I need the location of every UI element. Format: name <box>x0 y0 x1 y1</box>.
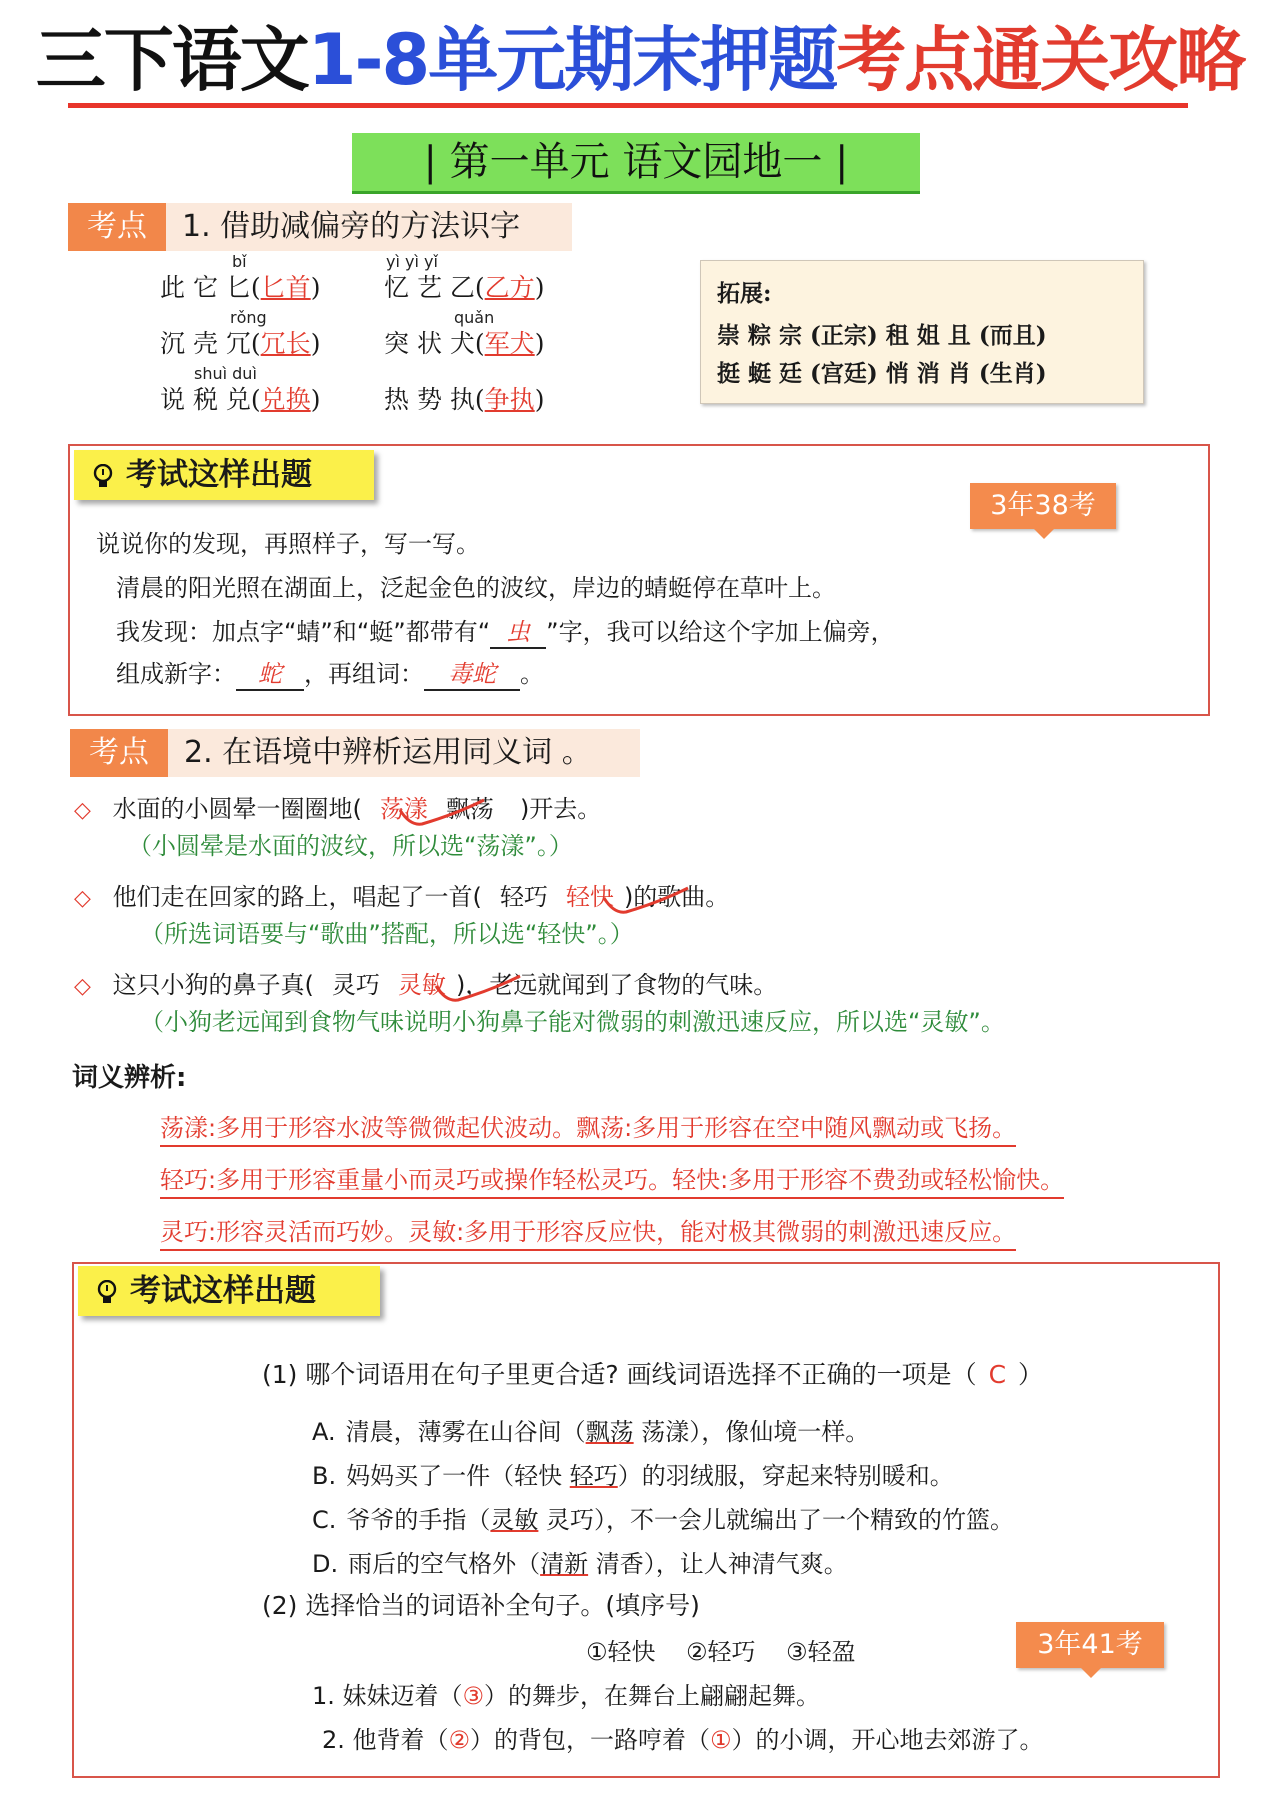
section2-title: 2. 在语境中辨析运用同义词 。 <box>168 729 640 777</box>
char-row-item: 突 状 犬(军犬) <box>384 329 545 358</box>
synonym-note: （小圆晕是水面的波纹，所以选“荡漾”。） <box>128 832 573 860</box>
exam1-sentence: 清晨的阳光照在湖面上，泛起金色的波纹，岸边的蜻蜓停在草叶上。 <box>116 574 836 602</box>
answer-word: 匕首 <box>260 273 311 302</box>
exam-tag-2: 考试这样出题 <box>78 1266 380 1316</box>
page-title <box>0 19 1280 101</box>
answer-blank: 毒蛇 <box>424 654 520 691</box>
fill-sentence: 1. 妹妹迈着（③）的舞步，在舞台上翩翩起舞。 <box>312 1682 821 1710</box>
title-part-red: 考点通关攻略 <box>836 19 1245 101</box>
chosen-word: 轻快 <box>565 883 614 911</box>
diamond-bullet-icon: ◇ <box>74 886 91 911</box>
answer-word: 军犬 <box>484 329 535 358</box>
char-row-item: 说 税 兑(兑换) <box>160 385 321 414</box>
analysis-label: 词义辨析: <box>72 1063 187 1093</box>
answer-word: 兑换 <box>260 385 311 414</box>
answer-word: 争执 <box>484 385 535 414</box>
answer: ① <box>710 1726 732 1754</box>
extension-line: 崇 粽 宗 (正宗) 租 姐 且 (而且) <box>717 322 1047 349</box>
pinyin: bǐ <box>232 252 247 271</box>
checkmark-icon <box>396 796 488 830</box>
exam1-combine-line: 组成新字： 蛇 ，再组词： 毒蛇 。 <box>116 654 544 691</box>
unit-banner: | 第一单元 语文园地一 | <box>352 133 920 194</box>
fill-sentence: 2. 他背着（②）的背包，一路哼着（①）的小调，开心地去郊游了。 <box>322 1726 1044 1754</box>
char-row-item: 忆 艺 乙(乙方) <box>384 273 545 302</box>
lightbulb-icon <box>92 464 114 490</box>
diamond-bullet-icon: ◇ <box>74 974 91 999</box>
frequency-badge: 3年41考 <box>1016 1622 1164 1668</box>
char-row-item: 此 它 匕(匕首) <box>160 273 321 302</box>
lightbulb-icon <box>96 1280 118 1306</box>
question-1: (1) 哪个词语用在句子里更合适? 画线词语选择不正确的一项是（ C ） <box>262 1360 1044 1389</box>
exam-tag-1: 考试这样出题 <box>74 450 374 500</box>
pinyin: quǎn <box>454 308 495 327</box>
title-underline <box>68 103 1188 108</box>
synonym-item: ◇ 这只小狗的鼻子真( 灵巧 灵敏 )，老远就闻到了食物的气味。 <box>74 971 778 999</box>
synonym-item: ◇ 他们走在回家的路上，唱起了一首( 轻巧 轻快 )的歌曲。 <box>74 883 730 911</box>
answer-blank: 蛇 <box>236 654 304 691</box>
char-grid <box>160 248 600 418</box>
answer: ② <box>448 1726 471 1754</box>
synonym-item: ◇ 水面的小圆晕一圈圈地( 荡漾 飘荡 )开去。 <box>74 795 602 823</box>
chosen-word: 灵敏 <box>397 971 446 999</box>
checkmark-icon <box>432 972 524 1006</box>
diamond-bullet-icon: ◇ <box>74 798 91 823</box>
analysis-line: 轻巧:多用于形容重量小而灵巧或操作轻松灵巧。轻快:多用于形容不费劲或轻松愉快。 <box>160 1160 1064 1199</box>
kaodian-tag-2: 考点 <box>70 729 168 777</box>
answer-word: 乙方 <box>484 273 535 302</box>
title-part-black: 三下语文 <box>35 19 308 101</box>
extension-line: 挺 蜓 廷 (宫廷) 悄 消 肖 (生肖) <box>717 360 1047 387</box>
pinyin: rǒng <box>230 308 267 327</box>
frequency-badge: 3年38考 <box>970 483 1116 529</box>
section1-title: 1. 借助减偏旁的方法识字 <box>166 203 572 251</box>
char-row-item: 热 势 执(争执) <box>384 385 545 414</box>
chosen-word: 荡漾 <box>379 795 428 823</box>
analysis-line: 荡漾:多用于形容水波等微微起伏波动。飘荡:多用于形容在空中随风飘动或飞扬。 <box>160 1108 1016 1147</box>
answer: ③ <box>462 1682 485 1710</box>
answer-blank: 虫 <box>490 612 546 649</box>
extension-label: 拓展: <box>717 280 772 307</box>
exam1-prompt: 说说你的发现，再照样子，写一写。 <box>96 530 480 558</box>
pinyin: shuì duì <box>194 364 257 383</box>
kaodian-tag-1: 考点 <box>68 203 166 251</box>
answer-word: 冗长 <box>260 329 311 358</box>
pinyin: yì yì yǐ <box>386 252 438 271</box>
char-row-item: 沉 壳 冗(冗长) <box>160 329 321 358</box>
analysis-line: 灵巧:形容灵活而巧妙。灵敏:多用于形容反应快，能对极其微弱的刺激迅速反应。 <box>160 1212 1016 1251</box>
extension-box <box>700 260 1144 404</box>
title-part-blue: 1-8单元期末押题 <box>307 19 837 101</box>
synonym-note: （小狗老远闻到食物气味说明小狗鼻子能对微弱的刺激迅速反应，所以选“灵敏”。 <box>140 1008 1005 1036</box>
option-row: D. 雨后的空气格外（清新 清香），让人神清气爽。 <box>312 1550 848 1578</box>
option-row: A. 清晨，薄雾在山谷间（飘荡 荡漾），像仙境一样。 <box>312 1418 870 1446</box>
option-row: B. 妈妈买了一件（轻快 轻巧）的羽绒服，穿起来特别暖和。 <box>312 1462 954 1490</box>
checkmark-icon <box>600 884 692 918</box>
option-row: C. 爷爷的手指（灵敏 灵巧），不一会儿就编出了一个精致的竹篮。 <box>312 1506 1015 1534</box>
synonym-note: （所选词语要与“歌曲”搭配，所以选“轻快”。） <box>140 920 634 948</box>
exam1-discover-line: 我发现：加点字“蜻”和“蜓”都带有“ 虫 ”字，我可以给这个字加上偏旁， <box>116 612 895 649</box>
question-2: (2) 选择恰当的词语补全句子。(填序号) <box>262 1591 700 1620</box>
answer: C <box>988 1360 1007 1389</box>
word-choices: ①轻快 ②轻巧 ③轻盈 <box>586 1638 856 1666</box>
